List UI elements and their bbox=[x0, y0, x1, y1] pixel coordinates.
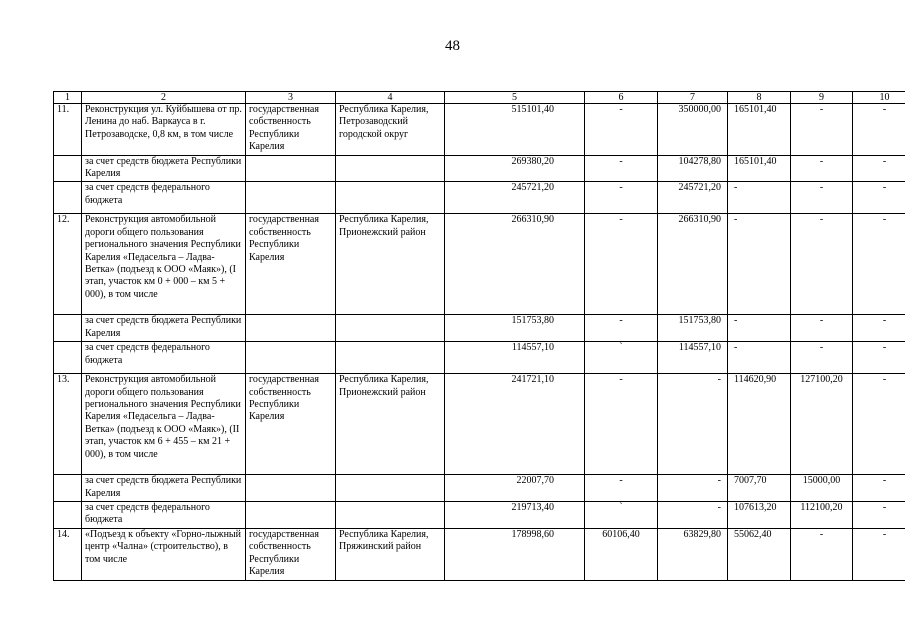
object-name: за счет средств бюджета Республики Карелия bbox=[82, 475, 246, 502]
object-name: за счет средств федерального бюджета bbox=[82, 342, 246, 374]
row-index bbox=[54, 342, 82, 374]
location: Республика Карелия, Петрозаводский городской округ bbox=[336, 104, 445, 156]
value-col7: 151753,80 bbox=[658, 315, 728, 342]
value-col8: 55062,40 bbox=[728, 528, 791, 580]
total-value: 219713,40 bbox=[445, 502, 585, 529]
value-col9: - bbox=[791, 214, 853, 315]
location: Республика Карелия, Прионежский район bbox=[336, 374, 445, 475]
value-col10: - bbox=[853, 182, 905, 214]
value-col6: - bbox=[585, 475, 658, 502]
value-col8: 7007,70 bbox=[728, 475, 791, 502]
object-name: «Подъезд к объекту «Горно-лыжный центр «Чална» (строительство), в том числе bbox=[82, 528, 246, 580]
value-col9: 127100,20 bbox=[791, 374, 853, 475]
location bbox=[336, 342, 445, 374]
value-col9: - bbox=[791, 342, 853, 374]
value-col10: - bbox=[853, 155, 905, 182]
value-col10: - bbox=[853, 528, 905, 580]
value-col8: - bbox=[728, 342, 791, 374]
column-number: 3 bbox=[246, 92, 336, 104]
value-col9: 112100,20 bbox=[791, 502, 853, 529]
ownership bbox=[246, 502, 336, 529]
column-number: 6 bbox=[585, 92, 658, 104]
value-col6: - bbox=[585, 104, 658, 156]
table-header-row bbox=[54, 92, 905, 104]
table-row bbox=[54, 214, 905, 315]
value-col10: - bbox=[853, 502, 905, 529]
column-number: 1 bbox=[54, 92, 82, 104]
row-index bbox=[54, 182, 82, 214]
object-name: за счет средств бюджета Республики Карелия bbox=[82, 155, 246, 182]
value-col9: - bbox=[791, 528, 853, 580]
value-col8: - bbox=[728, 214, 791, 315]
total-value: 22007,70 bbox=[445, 475, 585, 502]
row-index: 12. bbox=[54, 214, 82, 315]
value-col9: - bbox=[791, 315, 853, 342]
column-number: 4 bbox=[336, 92, 445, 104]
table-row bbox=[54, 374, 905, 475]
location: Республика Карелия, Прионежский район bbox=[336, 214, 445, 315]
row-index bbox=[54, 315, 82, 342]
ownership bbox=[246, 342, 336, 374]
value-col8: - bbox=[728, 315, 791, 342]
ownership: государственная собственность Республики Карелия bbox=[246, 374, 336, 475]
value-col8: 107613,20 bbox=[728, 502, 791, 529]
location bbox=[336, 182, 445, 214]
value-col6: - bbox=[585, 374, 658, 475]
row-index: 13. bbox=[54, 374, 82, 475]
column-number: 8 bbox=[728, 92, 791, 104]
ownership: государственная собственность Республики Карелия bbox=[246, 528, 336, 580]
value-col7: 104278,80 bbox=[658, 155, 728, 182]
ownership bbox=[246, 315, 336, 342]
value-col6: - bbox=[585, 155, 658, 182]
value-col7: 350000,00 bbox=[658, 104, 728, 156]
value-col7: 266310,90 bbox=[658, 214, 728, 315]
total-value: 269380,20 bbox=[445, 155, 585, 182]
total-value: 515101,40 bbox=[445, 104, 585, 156]
value-col9: - bbox=[791, 182, 853, 214]
page-number: 48 bbox=[445, 38, 460, 54]
table-row bbox=[54, 502, 905, 529]
value-col6: - bbox=[585, 182, 658, 214]
location bbox=[336, 315, 445, 342]
row-index bbox=[54, 155, 82, 182]
object-name: за счет средств федерального бюджета bbox=[82, 502, 246, 529]
value-col9: 15000,00 bbox=[791, 475, 853, 502]
value-col7: 245721,20 bbox=[658, 182, 728, 214]
object-name: Реконструкция автомобильной дороги общего пользования регионального значения Республики Карелия «Педасельга – Ладва-Ветка» (подъезд к ООО «Маяк»), (I этап, участок км 0 + 000 – км 5 + 000), в том числе bbox=[82, 214, 246, 315]
value-col10: - bbox=[853, 374, 905, 475]
location bbox=[336, 502, 445, 529]
value-col6: - bbox=[585, 315, 658, 342]
ownership bbox=[246, 182, 336, 214]
value-col8: 114620,90 bbox=[728, 374, 791, 475]
object-name: Реконструкция автомобильной дороги общего пользования регионального значения Республики Карелия «Педасельга – Ладва-Ветка» (подъезд к ООО «Маяк»), (II этап, участок км 6 + 455 – км 21 + 000), в том числе bbox=[82, 374, 246, 475]
ownership: государственная собственность Республики Карелия bbox=[246, 214, 336, 315]
value-col7: - bbox=[658, 502, 728, 529]
total-value: 178998,60 bbox=[445, 528, 585, 580]
column-number: 7 bbox=[658, 92, 728, 104]
value-col7: 114557,10 bbox=[658, 342, 728, 374]
table-row bbox=[54, 528, 905, 580]
column-number: 9 bbox=[791, 92, 853, 104]
value-col7: - bbox=[658, 374, 728, 475]
ownership: государственная собственность Республики Карелия bbox=[246, 104, 336, 156]
row-index: 11. bbox=[54, 104, 82, 156]
column-number: 2 bbox=[82, 92, 246, 104]
table-row bbox=[54, 342, 905, 374]
value-col7: 63829,80 bbox=[658, 528, 728, 580]
value-col8: - bbox=[728, 182, 791, 214]
total-value: 245721,20 bbox=[445, 182, 585, 214]
column-number: 5 bbox=[445, 92, 585, 104]
object-name: за счет средств федерального бюджета bbox=[82, 182, 246, 214]
total-value: 266310,90 bbox=[445, 214, 585, 315]
value-col10: - bbox=[853, 214, 905, 315]
table-row bbox=[54, 182, 905, 214]
row-index: 14. bbox=[54, 528, 82, 580]
table-row bbox=[54, 315, 905, 342]
value-col6: ` bbox=[585, 502, 658, 529]
location: Республика Карелия, Пряжинский район bbox=[336, 528, 445, 580]
value-col10: - bbox=[853, 104, 905, 156]
ownership bbox=[246, 475, 336, 502]
value-col9: - bbox=[791, 104, 853, 156]
value-col6: 60106,40 bbox=[585, 528, 658, 580]
value-col10: - bbox=[853, 315, 905, 342]
table-row bbox=[54, 475, 905, 502]
location bbox=[336, 475, 445, 502]
column-number: 10 bbox=[853, 92, 905, 104]
total-value: 241721,10 bbox=[445, 374, 585, 475]
table-row bbox=[54, 104, 905, 156]
value-col8: 165101,40 bbox=[728, 155, 791, 182]
table-row bbox=[54, 155, 905, 182]
row-index bbox=[54, 475, 82, 502]
value-col10: - bbox=[853, 475, 905, 502]
ownership bbox=[246, 155, 336, 182]
row-index bbox=[54, 502, 82, 529]
object-name: за счет средств бюджета Республики Карелия bbox=[82, 315, 246, 342]
object-name: Реконструкция ул. Куйбышева от пр. Ленина до наб. Варкауса в г. Петрозаводске, 0,8 км, в том числе bbox=[82, 104, 246, 156]
value-col9: - bbox=[791, 155, 853, 182]
total-value: 151753,80 bbox=[445, 315, 585, 342]
value-col6: ` bbox=[585, 342, 658, 374]
value-col10: - bbox=[853, 342, 905, 374]
value-col8: 165101,40 bbox=[728, 104, 791, 156]
location bbox=[336, 155, 445, 182]
investment-table bbox=[53, 91, 905, 581]
value-col7: - bbox=[658, 475, 728, 502]
total-value: 114557,10 bbox=[445, 342, 585, 374]
value-col6: - bbox=[585, 214, 658, 315]
